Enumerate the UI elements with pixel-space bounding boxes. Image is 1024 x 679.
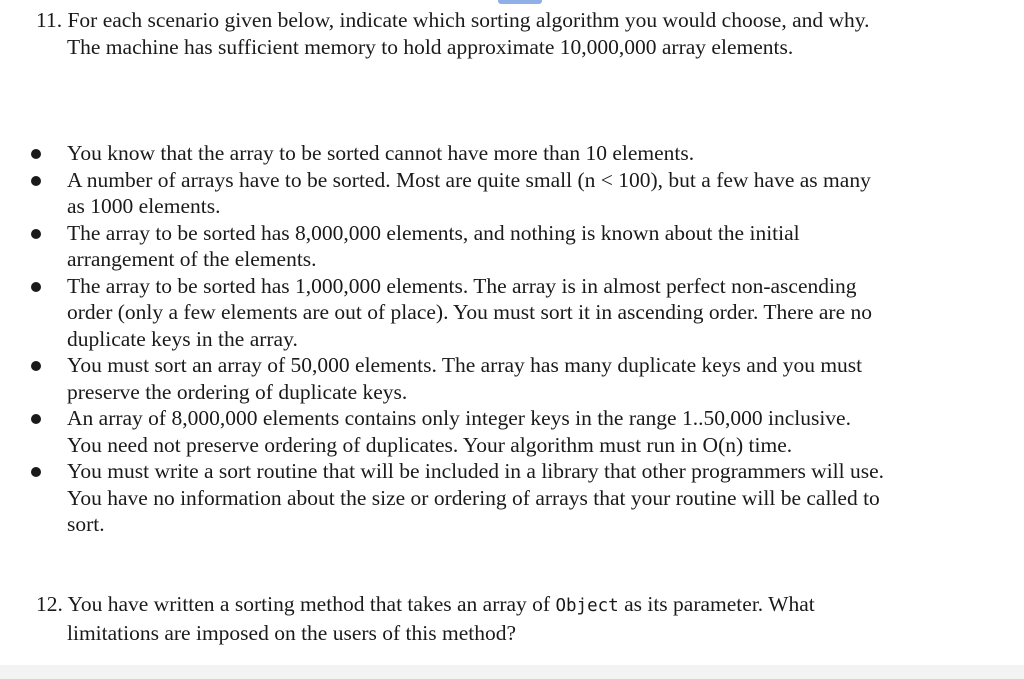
scenario-line: A number of arrays have to be sorted. Most are quite small (n < 100), but a few have as many xyxy=(67,167,871,192)
scenario-line: sort. xyxy=(67,512,105,536)
scenario-item xyxy=(0,167,967,220)
question-11 xyxy=(36,7,996,60)
bottom-bar xyxy=(0,665,1024,679)
scenario-line: You must write a sort routine that will be included in a library that other programmers will use. xyxy=(67,459,885,483)
bullet-icon xyxy=(31,282,41,292)
question-11-text-2: The machine has sufficient memory to hold approximate 10,000,000 array elements. xyxy=(67,34,794,59)
scenario-line: preserve the ordering of duplicate keys. xyxy=(67,379,408,404)
scenario-list xyxy=(0,140,1024,538)
scenario-line: An array of 8,000,000 elements contains only integer keys in the range 1..50,000 inclusive. xyxy=(67,406,851,430)
scenario-line: You need not preserve ordering of duplicates. Your algorithm must run in O(n) time. xyxy=(67,432,793,457)
question-12-line-1 xyxy=(36,591,996,620)
question-12 xyxy=(36,591,996,646)
scenario-item xyxy=(0,405,967,458)
question-11-line-1 xyxy=(36,7,996,34)
scenario-line: order (only a few elements are out of place). You must sort it in ascending order. There are no xyxy=(67,300,873,324)
scenario-line: as 1000 elements. xyxy=(67,194,221,218)
question-12-text-1b: as its parameter. What xyxy=(618,592,815,616)
question-12-text-1a: You have written a sorting method that takes an array of xyxy=(67,592,556,616)
scenario-item xyxy=(0,352,967,405)
question-12-number: 12. xyxy=(36,592,63,616)
bullet-icon xyxy=(31,414,41,424)
scenario-line: The array to be sorted has 1,000,000 elements. The array is in almost perfect non-ascending xyxy=(67,273,857,298)
question-11-text-1: For each scenario given below, indicate which sorting algorithm you would choose, and why. xyxy=(67,8,870,32)
bullet-icon xyxy=(31,176,41,186)
scenario-line: duplicate keys in the array. xyxy=(67,326,298,351)
scenario-line: arrangement of the elements. xyxy=(67,247,317,271)
scenario-line: You have no information about the size or ordering of arrays that your routine will be called to xyxy=(67,485,880,510)
question-12-text-2: limitations are imposed on the users of this method? xyxy=(67,620,517,645)
scenario-line: You must sort an array of 50,000 elements. The array has many duplicate keys and you must xyxy=(67,353,863,377)
scenario-item xyxy=(0,220,967,273)
bullet-icon xyxy=(31,361,41,371)
top-tab-indicator xyxy=(498,0,542,4)
scenario-item xyxy=(0,140,967,167)
scenario-item xyxy=(0,273,967,353)
object-type-code: Object xyxy=(555,596,619,616)
bullet-icon xyxy=(31,149,41,159)
bullet-icon xyxy=(31,229,41,239)
bullet-icon xyxy=(31,467,41,477)
scenario-line: You know that the array to be sorted cannot have more than 10 elements. xyxy=(67,141,695,165)
question-11-number: 11. xyxy=(36,8,63,32)
scenario-item xyxy=(0,458,967,538)
scenario-line: The array to be sorted has 8,000,000 elements, and nothing is known about the initial xyxy=(67,220,800,245)
